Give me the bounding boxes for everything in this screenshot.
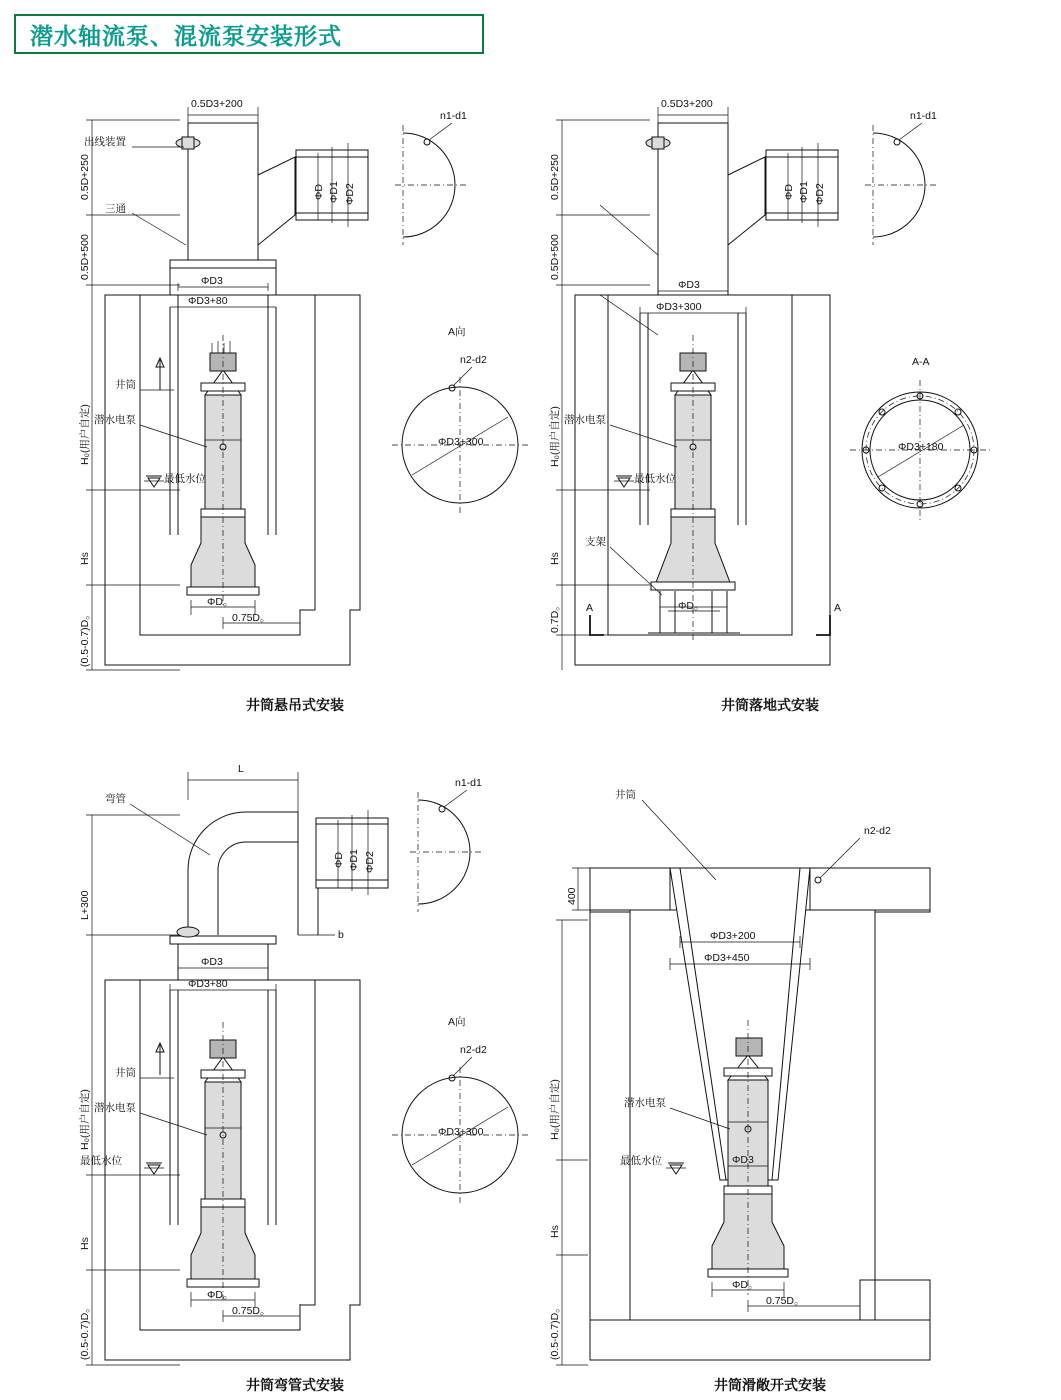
panel-1-caption: 井筒悬吊式安装 <box>246 697 344 713</box>
page-title: 潜水轴流泵、混流泵安装形式 <box>30 22 342 49</box>
panel1-n2d2: n2-d2 <box>460 354 487 366</box>
panel1-circle-dim: ΦD3+300 <box>438 436 484 448</box>
panel4-vdim-h0: H₀(用户自定) <box>549 1079 561 1140</box>
panel-1 <box>60 95 530 725</box>
panel3-n1d1: n1-d1 <box>455 777 482 789</box>
panel-3-caption: 井筒弯管式安装 <box>246 1377 344 1393</box>
panel3-d0: ΦD。 <box>207 1289 234 1301</box>
panel1-pump: 潜水电泵 <box>94 414 136 426</box>
panel1-well-barrel: 井筒 <box>115 379 136 391</box>
panel4-d3: ΦD3 <box>732 1154 754 1166</box>
panel1-n1d1: n1-d1 <box>440 110 467 122</box>
panel4-d0-075: 0.75D。 <box>766 1295 805 1307</box>
panel-2-drawing <box>530 95 1010 695</box>
panel1-tee: 三通 <box>105 203 126 215</box>
panel-4-caption: 井筒滑敞开式安装 <box>714 1377 826 1393</box>
panel1-vdim-2: 0.5D+500 <box>79 234 91 280</box>
panel2-pump: 潜水电泵 <box>564 414 606 426</box>
panel-1-drawing <box>60 95 530 695</box>
panel2-vdim-1: 0.5D+250 <box>549 154 561 200</box>
panel3-well-barrel: 井筒 <box>115 1067 136 1079</box>
panel2-vdim-3: H₀(用户自定) <box>549 406 561 467</box>
panel4-d0: ΦD。 <box>732 1279 759 1291</box>
panel1-vdim-4: Hs <box>79 552 91 565</box>
panel3-circle-dim: ΦD3+300 <box>438 1126 484 1138</box>
panel-2-caption: 井筒落地式安装 <box>721 697 819 713</box>
panel4-vdim-5: (0.5-0.7)D。 <box>549 1302 561 1360</box>
panel2-flange-d1: ΦD1 <box>798 181 810 203</box>
panel3-d0-075: 0.75D。 <box>232 1305 271 1317</box>
panel4-min-level: 最低水位 <box>620 1155 662 1167</box>
panel2-min-level: 最低水位 <box>634 473 676 485</box>
panel4-vdim-hs: Hs <box>549 1225 561 1238</box>
panel2-top-dim: 0.5D3+200 <box>661 98 713 110</box>
panel3-vdim-l300: L+300 <box>79 890 91 920</box>
panel-4-drawing <box>530 760 1010 1380</box>
panel3-flange-d1: ΦD1 <box>348 849 360 871</box>
panel2-d3: ΦD3 <box>678 279 700 291</box>
panel2-flange-d2: ΦD2 <box>814 183 826 205</box>
panel4-dim-400: 400 <box>566 887 578 905</box>
panel2-section-mark-left: A <box>586 602 594 614</box>
panel2-n1d1: n1-d1 <box>910 110 937 122</box>
panel3-d3: ΦD3 <box>201 956 223 968</box>
panel1-d0-075: 0.75D。 <box>232 612 271 624</box>
panel3-flange-d: ΦD <box>333 852 345 868</box>
panel3-flange-d2: ΦD2 <box>364 851 376 873</box>
panel3-vdim-hs: Hs <box>79 1237 91 1250</box>
panel1-d3: ΦD3 <box>201 275 223 287</box>
panel3-elbow: 弯管 <box>105 793 126 805</box>
panel1-vdim-3: H₀(用户自定) <box>79 404 91 465</box>
panel1-top-dim: 0.5D3+200 <box>191 98 243 110</box>
panel-4 <box>530 760 1010 1393</box>
panel-3 <box>60 760 530 1393</box>
panel1-vdim-1: 0.5D+250 <box>79 154 91 200</box>
panel3-len-l: L <box>238 763 244 775</box>
panel1-d3-80: ΦD3+80 <box>188 295 228 307</box>
panel1-min-level: 最低水位 <box>164 473 206 485</box>
panel2-vdim-5: 0.7D。 <box>549 600 561 633</box>
panel4-well-barrel: 井筒 <box>615 789 636 801</box>
panel2-vdim-2: 0.5D+500 <box>549 234 561 280</box>
page-title-box <box>14 14 484 54</box>
panel3-pump: 潜水电泵 <box>94 1102 136 1114</box>
panel3-n2d2: n2-d2 <box>460 1044 487 1056</box>
panel2-flange-d: ΦD <box>783 184 795 200</box>
panel3-view-a: A向 <box>448 1016 466 1028</box>
panel3-vdim-5: (0.5-0.7)D。 <box>79 1302 91 1360</box>
panel2-section-title: A-A <box>912 356 930 368</box>
panel1-outlet-device: 出线装置 <box>84 136 126 148</box>
panel1-view-a: A向 <box>448 326 466 338</box>
panel4-d3-450: ΦD3+450 <box>704 952 750 964</box>
panel2-d0: ΦD。 <box>678 600 705 612</box>
panel2-d3-300: ΦD3+300 <box>656 301 702 313</box>
panel1-vdim-5: (0.5-0.7)D。 <box>79 609 91 667</box>
panel3-b: b <box>338 929 344 941</box>
panel2-vdim-4: Hs <box>549 552 561 565</box>
panel1-flange-d1: ΦD1 <box>328 181 340 203</box>
panel1-d0: ΦD。 <box>207 596 234 608</box>
panel4-pump: 潜水电泵 <box>624 1097 666 1109</box>
panel3-vdim-h0: H₀(用户自定) <box>79 1089 91 1150</box>
panel-2 <box>530 95 1010 725</box>
panel4-d3-200: ΦD3+200 <box>710 930 756 942</box>
panel2-circle-dim: ΦD3+180 <box>898 441 944 453</box>
panel4-n2d2: n2-d2 <box>864 825 891 837</box>
panel2-section-mark-right: A <box>834 602 842 614</box>
panel1-flange-d2: ΦD2 <box>344 183 356 205</box>
panel1-flange-d: ΦD <box>313 184 325 200</box>
panel3-min-level: 最低水位 <box>80 1155 122 1167</box>
panel2-support: 支架 <box>585 536 606 548</box>
panel-3-drawing <box>60 760 530 1380</box>
panel3-d3-80: ΦD3+80 <box>188 978 228 990</box>
